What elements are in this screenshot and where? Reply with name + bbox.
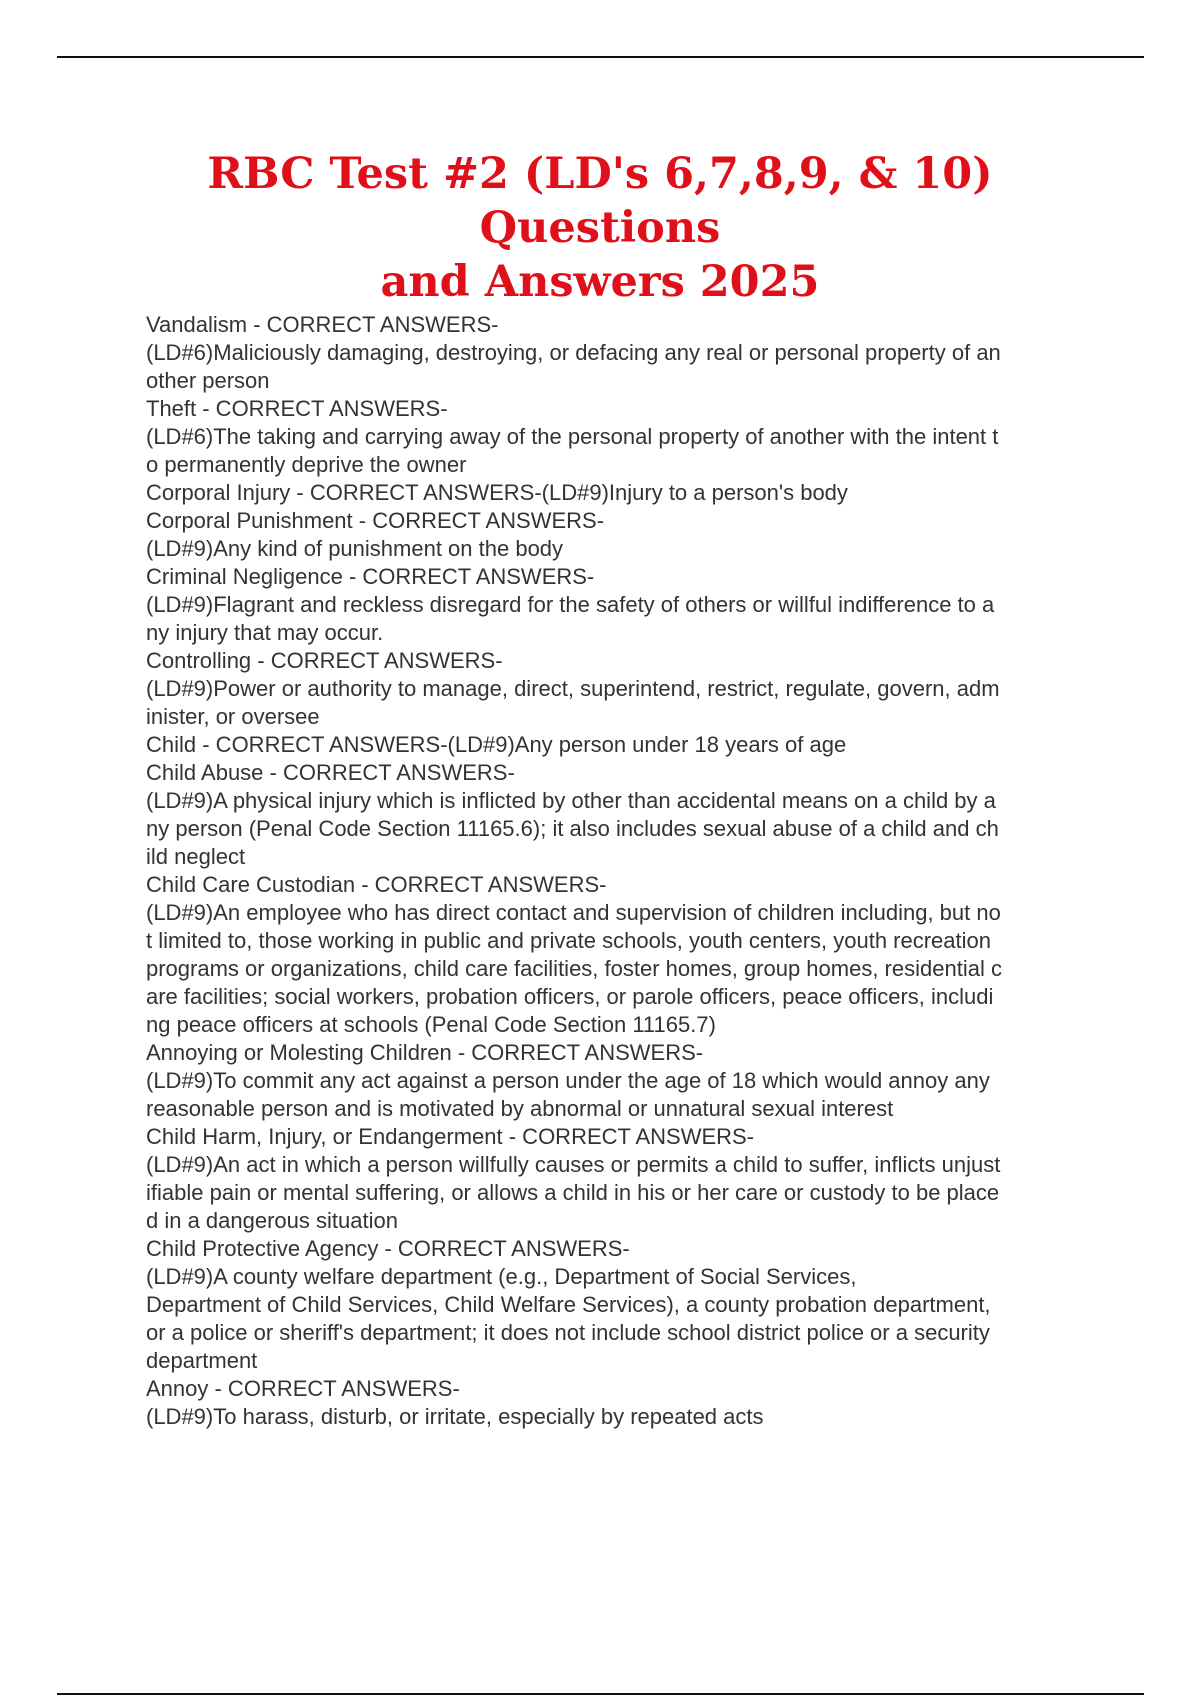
text-line: Child Protective Agency - CORRECT ANSWERS- xyxy=(146,1236,630,1261)
text-line: inister, or oversee xyxy=(146,704,320,729)
text-line: Corporal Injury - CORRECT ANSWERS-(LD#9)Injury to a person's body xyxy=(146,480,848,505)
text-line: department xyxy=(146,1348,258,1373)
text-line: Criminal Negligence - CORRECT ANSWERS- xyxy=(146,564,595,589)
footer-rule xyxy=(57,1693,1144,1695)
document-body xyxy=(146,311,1091,1431)
text-line: Child Care Custodian - CORRECT ANSWERS- xyxy=(146,872,607,897)
text-line: ny person (Penal Code Section 11165.6); it also includes sexual abuse of a child and ch xyxy=(146,816,999,841)
text-line: programs or organizations, child care facilities, foster homes, group homes, residential c xyxy=(146,956,1002,981)
document-title-line: RBC Test #2 (LD's 6,7,8,9, & 10) Questions xyxy=(207,149,993,253)
text-line: ny injury that may occur. xyxy=(146,620,384,645)
text-line: are facilities; social workers, probation officers, or parole officers, peace officers, includi xyxy=(146,984,994,1009)
text-line: Controlling - CORRECT ANSWERS- xyxy=(146,648,503,673)
text-line: (LD#6)The taking and carrying away of the personal property of another with the intent t xyxy=(146,424,999,449)
text-line: ng peace officers at schools (Penal Code Section 11165.7) xyxy=(146,1012,716,1037)
document-title xyxy=(100,147,1100,309)
text-line: Corporal Punishment - CORRECT ANSWERS- xyxy=(146,508,605,533)
text-line: (LD#9)An employee who has direct contact and supervision of children including, but no xyxy=(146,900,1001,925)
text-line: other person xyxy=(146,368,270,393)
text-line: (LD#6)Maliciously damaging, destroying, or defacing any real or personal property of an xyxy=(146,340,1001,365)
text-line: ild neglect xyxy=(146,844,246,869)
text-line: ifiable pain or mental suffering, or allows a child in his or her care or custody to be place xyxy=(146,1180,1000,1205)
text-line: t limited to, those working in public and private schools, youth centers, youth recreation xyxy=(146,928,992,953)
text-line: Theft - CORRECT ANSWERS- xyxy=(146,396,448,421)
text-line: Annoying or Molesting Children - CORRECT ANSWERS- xyxy=(146,1040,704,1065)
text-line: (LD#9)To commit any act against a person under the age of 18 which would annoy any xyxy=(146,1068,990,1093)
text-line: Annoy - CORRECT ANSWERS- xyxy=(146,1376,460,1401)
text-line: Department of Child Services, Child Welfare Services), a county probation department, xyxy=(146,1292,991,1317)
text-line: Child Harm, Injury, or Endangerment - CORRECT ANSWERS- xyxy=(146,1124,755,1149)
text-line: Vandalism - CORRECT ANSWERS- xyxy=(146,312,499,337)
text-line: (LD#9)To harass, disturb, or irritate, especially by repeated acts xyxy=(146,1404,764,1429)
document-title-line: and Answers 2025 xyxy=(380,257,820,307)
text-line: (LD#9)Flagrant and reckless disregard for the safety of others or willful indifference to a xyxy=(146,592,995,617)
text-line: (LD#9)Any kind of punishment on the body xyxy=(146,536,564,561)
text-line: reasonable person and is motivated by abnormal or unnatural sexual interest xyxy=(146,1096,894,1121)
text-line: (LD#9)A physical injury which is inflicted by other than accidental means on a child by a xyxy=(146,788,996,813)
text-line: Child - CORRECT ANSWERS-(LD#9)Any person under 18 years of age xyxy=(146,732,847,757)
header-rule xyxy=(57,56,1144,58)
text-line: (LD#9)An act in which a person willfully causes or permits a child to suffer, inflicts unjust xyxy=(146,1152,1001,1177)
text-line: Child Abuse - CORRECT ANSWERS- xyxy=(146,760,515,785)
text-line: o permanently deprive the owner xyxy=(146,452,467,477)
text-line: (LD#9)A county welfare department (e.g., Department of Social Services, xyxy=(146,1264,857,1289)
text-line: or a police or sheriff's department; it does not include school district police or a security xyxy=(146,1320,990,1345)
text-line: (LD#9)Power or authority to manage, direct, superintend, restrict, regulate, govern, adm xyxy=(146,676,1000,701)
text-line: d in a dangerous situation xyxy=(146,1208,398,1233)
